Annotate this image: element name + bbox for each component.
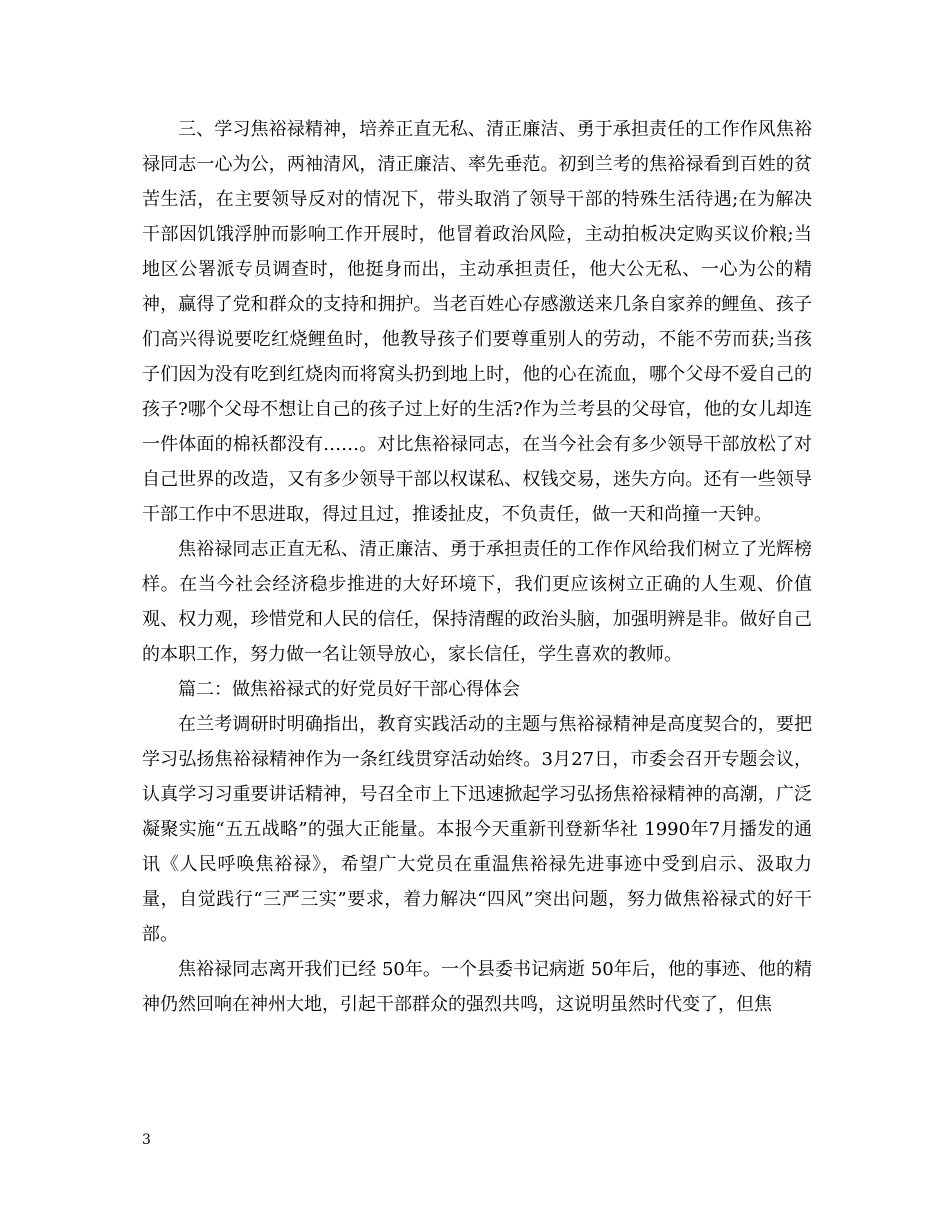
page-number: 3 bbox=[142, 1132, 151, 1148]
paragraph-section-three: 三、学习焦裕禄精神，培养正直无私、清正廉洁、勇于承担责任的工作作风焦裕禄同志一心为公，两袖清风，清正廉洁、率先垂范。初到兰考的焦裕禄看到百姓的贫苦生活，在主要领导反对的情况下，带头取消了领导干部的特殊生活待遇;在为解决干部因饥饿浮肿而影响工作开展时，他冒着政治风险，主动拍板决定购买议价粮;当地区公署派专员调查时，他挺身而出，主动承担责任，他大公无私、一心为公的精神，赢得了党和群众的支持和拥护。当老百姓心存感激送来几条自家养的鲤鱼、孩子们高兴得说要吃红烧鲤鱼时，他教导孩子们要尊重别人的劳动，不能不劳而获;当孩子们因为没有吃到红烧肉而将窝头扔到地上时，他的心在流血，哪个父母不爱自己的孩子?哪个父母不想让自己的孩子过上好的生活?作为兰考县的父母官，他的女儿却连一件体面的棉袄都没有……。对比焦裕禄同志，在当今社会有多少领导干部放松了对自己世界的改造，又有多少领导干部以权谋私、权钱交易，迷失方向。还有一些领导干部工作中不思进取，得过且过，推诿扯皮，不负责任，做一天和尚撞一天钟。 bbox=[142, 119, 812, 525]
paragraph-fifty-years: 焦裕禄同志离开我们已经 50年。一个县委书记病逝 50年后，他的事迹、他的精神仍然回响在神州大地，引起干部群众的强烈共鸣，这说明虽然时代变了，但焦 bbox=[142, 959, 812, 1015]
paragraph-role-model: 焦裕禄同志正直无私、清正廉洁、勇于承担责任的工作作风给我们树立了光辉榜样。在当今社会经济稳步推进的大好环境下，我们更应该树立正确的人生观、价值观、权力观，珍惜党和人民的信任，保持清醒的政治头脑，加强明辨是非。做好自己的本职工作，努力做一名让领导放心，家长信任，学生喜欢的教师。 bbox=[142, 539, 812, 665]
section-heading: 篇二：做焦裕禄式的好党员好干部心得体会 bbox=[178, 679, 520, 700]
body-text bbox=[142, 112, 812, 1022]
paragraph-lankao-research: 在兰考调研时明确指出，教育实践活动的主题与焦裕禄精神是高度契合的，要把学习弘扬焦裕禄精神作为一条红线贯穿活动始终。3月27日，市委会召开专题会议，认真学习习重要讲话精神，号召全市上下迅速掀起学习弘扬焦裕禄精神的高潮，广泛凝聚实施“五五战略”的强大正能量。本报今天重新刊登新华社 1990年7月播发的通讯《人民呼唤焦裕禄》，希望广大党员在重温焦裕禄先进事迹中受到启示、汲取力量，自觉践行“三严三实”要求，着力解决“四风”突出问题，努力做焦裕禄式的好干部。 bbox=[142, 714, 812, 945]
